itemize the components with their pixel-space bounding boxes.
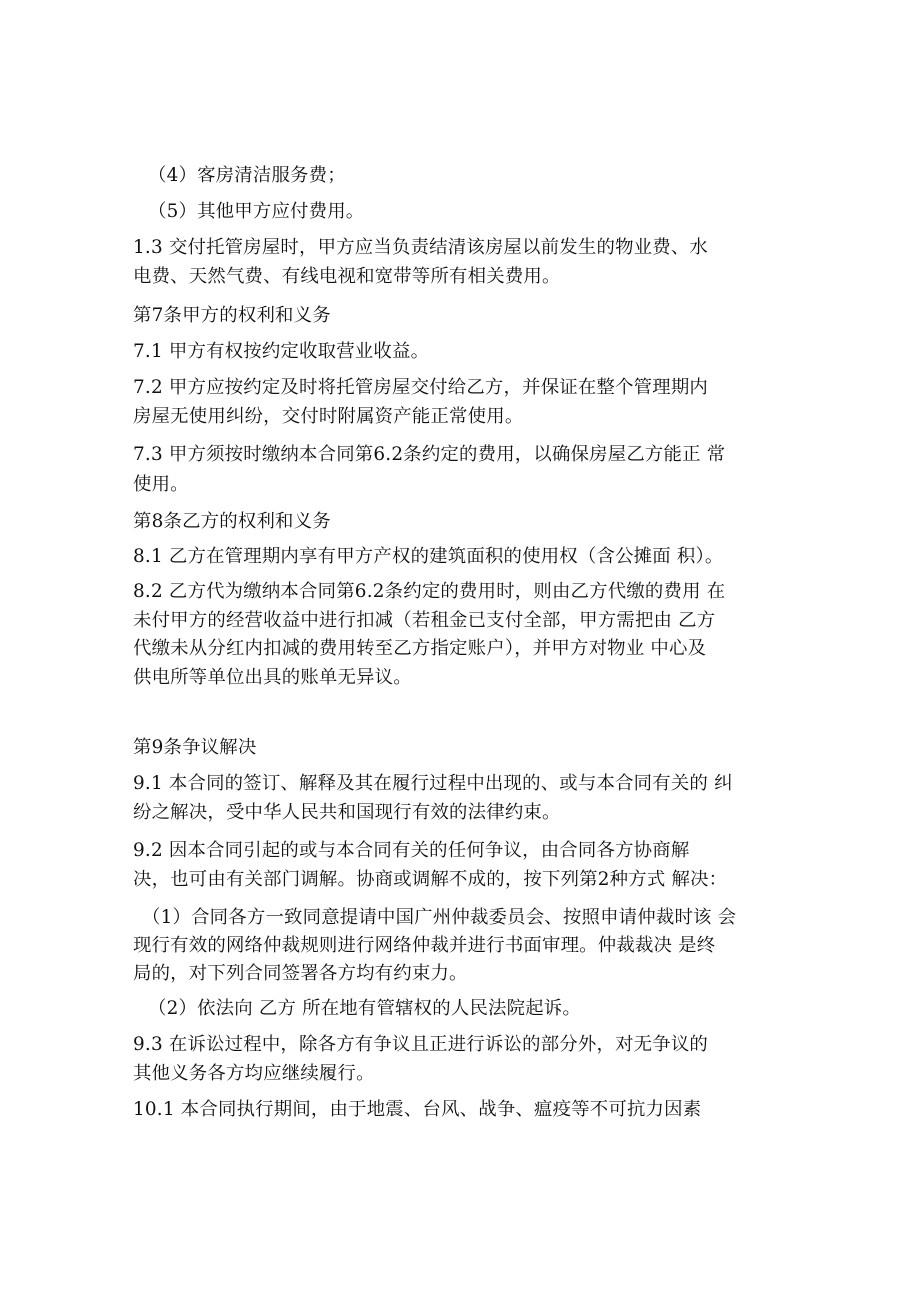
text-line-1-3: 1.3 交付托管房屋时，甲方应当负责结清该房屋以前发生的物业费、水 — [133, 237, 709, 258]
text-line-option-1-cont2: 局的，对下列合同签署各方均有约束力。 — [133, 963, 468, 984]
section-heading-7: 第7条甲方的权利和义务 — [133, 305, 331, 326]
text-line-1-3-cont: 电费、天然气费、有线电视和宽带等所有相关费用。 — [133, 266, 561, 287]
text-line-10-1: 10.1 本合同执行期间，由于地震、台风、战争、瘟疫等不可抗力因素 — [133, 1099, 702, 1120]
text-line-7-3: 7.3 甲方须按时缴纳本合同第6.2条约定的费用，以确保房屋乙方能正 常 — [133, 444, 726, 465]
text-line-8-2-cont1: 未付甲方的经营收益中进行扣减（若租金已支付全部，甲方需把由 乙方 — [133, 610, 716, 631]
text-line-fee-5: （5）其他甲方应付费用。 — [148, 201, 365, 222]
text-line-fee-4: （4）客房清洁服务费； — [148, 165, 346, 186]
text-line-option-1-cont1: 现行有效的网络仲裁规则进行网络仲裁并进行书面审理。仲裁裁决 是终 — [133, 935, 716, 956]
text-line-9-1: 9.1 本合同的签订、解释及其在履行过程中出现的、或与本合同有关的 纠 — [133, 773, 733, 794]
text-line-8-2: 8.2 乙方代为缴纳本合同第6.2条约定的费用时，则由乙方代缴的费用 在 — [133, 581, 726, 602]
text-line-7-2-cont: 房屋无使用纠纷，交付时附属资产能正常使用。 — [133, 406, 524, 427]
text-line-8-2-cont3: 供电所等单位出具的账单无异议。 — [133, 667, 412, 688]
section-heading-8: 第8条乙方的权利和义务 — [133, 511, 331, 532]
text-line-7-2: 7.2 甲方应按约定及时将托管房屋交付给乙方，并保证在整个管理期内 — [133, 377, 709, 398]
text-line-option-1: （1）合同各方一致同意提请中国广州仲裁委员会、按照申请仲裁时该 会 — [142, 907, 737, 928]
text-line-9-2: 9.2 因本合同引起的或与本合同有关的任何争议，由合同各方协商解 — [133, 840, 690, 861]
section-heading-9: 第9条争议解决 — [133, 737, 257, 758]
text-line-option-2: （2）依法向 乙方 所在地有管辖权的人民法院起诉。 — [148, 998, 581, 1019]
text-line-8-1: 8.1 乙方在管理期内享有甲方产权的建筑面积的使用权（含公摊面 积）。 — [133, 546, 724, 567]
text-line-9-3: 9.3 在诉讼过程中，除各方有争议且正进行诉讼的部分外，对无争议的 — [133, 1034, 709, 1055]
text-line-9-1-cont: 纷之解决，受中华人民共和国现行有效的法律约束。 — [133, 802, 561, 823]
text-line-9-3-cont: 其他义务各方均应继续履行。 — [133, 1063, 375, 1084]
text-line-8-2-cont2: 代缴未从分红内扣减的费用转至乙方指定账户），并甲方对物业 中心及 — [133, 638, 707, 659]
text-line-7-1: 7.1 甲方有权按约定收取营业收益。 — [133, 341, 430, 362]
text-line-9-2-cont: 决，也可由有关部门调解。协商或调解不成的，按下列第2种方式 解决： — [133, 869, 728, 890]
text-line-7-3-cont: 使用。 — [133, 474, 189, 495]
